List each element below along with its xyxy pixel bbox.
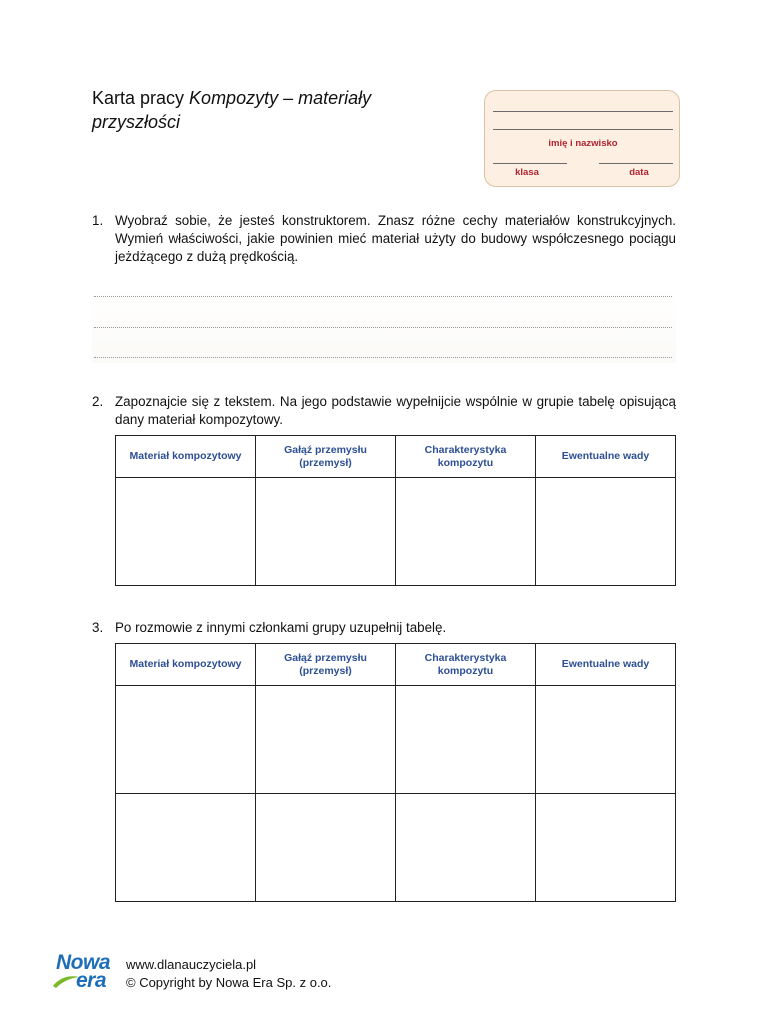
task-3 bbox=[92, 619, 676, 637]
task-1-number: 1. bbox=[92, 213, 104, 228]
date-label: data bbox=[629, 167, 649, 178]
name-line-2 bbox=[493, 129, 673, 130]
answer-cell[interactable] bbox=[396, 478, 536, 586]
answer-cell[interactable] bbox=[536, 794, 676, 902]
header-characteristics: Charakterystyka kompozytu bbox=[396, 644, 536, 686]
answer-line-2[interactable] bbox=[94, 327, 672, 328]
task-3-text: Po rozmowie z innymi członkami grupy uzupełnij tabelę. bbox=[115, 620, 447, 635]
title-prefix: Karta pracy bbox=[92, 88, 190, 108]
name-line-1 bbox=[493, 111, 673, 112]
header-material: Materiał kompozytowy bbox=[116, 644, 256, 686]
task-2-text: Zapoznajcie się z tekstem. Na jego podstawie wypełnijcie wspólnie w grupie tabelę opisującą dany materiał kompozytowy. bbox=[115, 394, 676, 427]
header-industry: Gałąź przemysłu (przemysł) bbox=[256, 644, 396, 686]
header-drawbacks: Ewentualne wady bbox=[536, 644, 676, 686]
worksheet-title bbox=[92, 86, 452, 134]
summary-table bbox=[115, 643, 676, 902]
answer-cell[interactable] bbox=[396, 686, 536, 794]
answer-cell[interactable] bbox=[536, 478, 676, 586]
logo-word-nowa: Nowa bbox=[56, 951, 111, 974]
answer-cell[interactable] bbox=[256, 686, 396, 794]
header-industry: Gałąź przemysłu (przemysł) bbox=[256, 436, 396, 478]
title-topic: Kompozyty – materiały przyszłości bbox=[92, 88, 372, 132]
answer-cell[interactable] bbox=[116, 686, 256, 794]
answer-cell[interactable] bbox=[256, 478, 396, 586]
answer-cell[interactable] bbox=[116, 478, 256, 586]
class-label: klasa bbox=[515, 167, 539, 178]
answer-cell[interactable] bbox=[256, 794, 396, 902]
answer-cell[interactable] bbox=[396, 794, 536, 902]
header-drawbacks: Ewentualne wady bbox=[536, 436, 676, 478]
header-characteristics: Charakterystyka kompozytu bbox=[396, 436, 536, 478]
footer-url[interactable]: www.dlanauczyciela.pl bbox=[126, 957, 257, 972]
task-1-text: Wyobraź sobie, że jesteś konstruktorem. Znasz różne cechy materiałów konstrukcyjnych. Wymień właściwości, jakie powinien mieć materiał użyty do budowy współczesnego pociągu jeżdżącego z dużą prędkością. bbox=[115, 213, 676, 264]
task-2 bbox=[92, 393, 676, 429]
task-3-number: 3. bbox=[92, 620, 104, 635]
name-label: imię i nazwisko bbox=[548, 138, 618, 149]
footer bbox=[126, 956, 331, 992]
task-2-number: 2. bbox=[92, 394, 104, 409]
class-line bbox=[493, 163, 567, 164]
student-info-box bbox=[484, 90, 680, 187]
group-table bbox=[115, 435, 676, 586]
footer-copyright: © Copyright by Nowa Era Sp. z o.o. bbox=[126, 975, 332, 990]
answer-line-3[interactable] bbox=[94, 357, 672, 358]
logo-word-era: era bbox=[76, 969, 107, 992]
nowa-era-logo bbox=[52, 951, 118, 997]
task-1 bbox=[92, 212, 676, 266]
header-material: Materiał kompozytowy bbox=[116, 436, 256, 478]
answer-cell[interactable] bbox=[536, 686, 676, 794]
answer-cell[interactable] bbox=[116, 794, 256, 902]
date-line bbox=[599, 163, 673, 164]
answer-line-1[interactable] bbox=[94, 296, 672, 297]
